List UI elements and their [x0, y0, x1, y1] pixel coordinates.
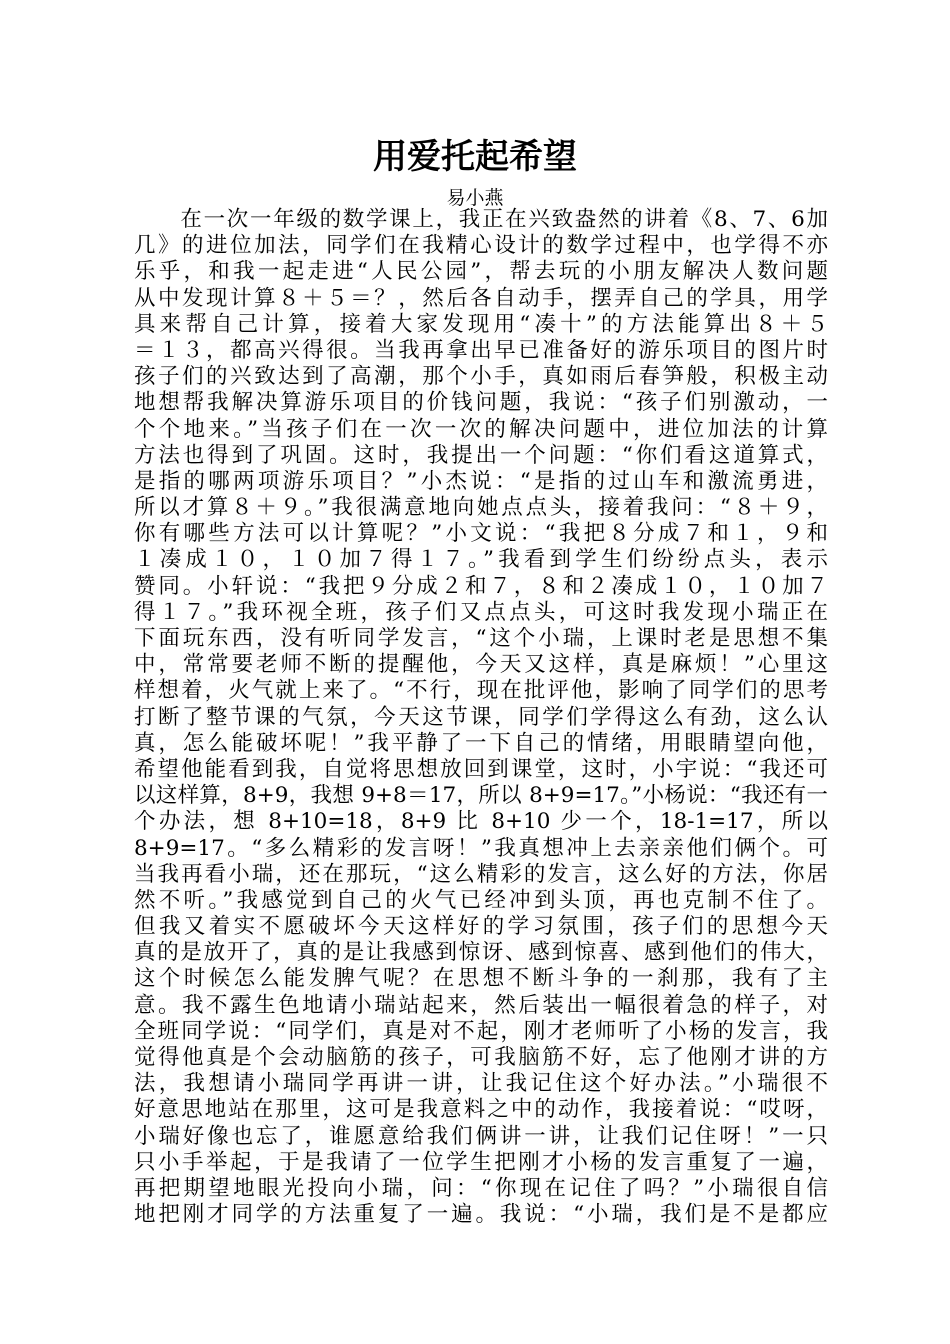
body-line: 然不听。”我感觉到自己的火气已经冲到头顶，再也克制不住了。 — [134, 887, 828, 913]
body-line: 全班同学说：“同学们，真是对不起，刚才老师听了小杨的发言，我 — [134, 1018, 828, 1044]
body-line: 意。我不露生色地请小瑞站起来，然后装出一幅很着急的样子，对 — [134, 992, 828, 1018]
body-line: 希望他能看到我，自觉将思想放回到课堂，这时，小宇说：“我还可 — [134, 756, 828, 782]
body-line: 8+9=17。“多么精彩的发言呀！”我真想冲上去亲亲他们俩个。可 — [134, 835, 828, 861]
body-line: 好意思地站在那里，这可是我意料之中的动作，我接着说：“哎呀， — [134, 1097, 828, 1123]
body-line: 觉得他真是个会动脑筋的孩子，可我脑筋不好，忘了他刚才讲的方 — [134, 1045, 828, 1070]
body-line: 当我再看小瑞，还在那玩，“这么精彩的发言，这么好的方法，你居 — [134, 861, 828, 887]
body-line: 但我又着实不愿破坏今天这样好的学习氛围，孩子们的思想今天 — [134, 914, 828, 940]
body-line: 孩子们的兴致达到了高潮，那个小手，真如雨后春笋般，积极主动 — [134, 364, 828, 390]
body-line: 打断了整节课的气氛，今天这节课，同学们学得这么有劲，这么认 — [134, 704, 828, 730]
body-line: 只小手举起，于是我请了一位学生把刚才小杨的发言重复了一遍， — [134, 1149, 828, 1175]
body-line: 在一次一年级的数学课上，我正在兴致盎然的讲着《8、7、6加 — [134, 207, 828, 232]
body-line: 真的是放开了，真的是让我感到惊讶、感到惊喜、感到他们的伟大， — [134, 940, 828, 966]
body-line: 乐乎，和我一起走进“人民公园”，帮去玩的小朋友解决人数问题 — [134, 259, 828, 285]
document-author: 易小燕 — [446, 187, 504, 209]
body-line: 地想帮我解决算游乐项目的价钱问题，我说：“孩子们别激动，一 — [134, 390, 828, 416]
body-line: 以这样算，8+9，我想 9+8＝17，所以 8+9=17。”小杨说：“我还有一 — [134, 783, 828, 809]
body-line: 几》的进位加法，同学们在我精心设计的数学过程中，也学得不亦 — [134, 233, 828, 259]
body-line: 赞同。小轩说：“我把９分成２和７，８和２凑成１０，１０加７ — [134, 573, 828, 599]
body-line: 所以才算８＋９。”我很满意地向她点点头，接着我问：“８＋９， — [134, 495, 828, 521]
body-line: 具来帮自己计算，接着大家发现用“凑十”的方法能算出８＋５ — [134, 311, 828, 337]
body-line: 下面玩东西，没有听同学发言，“这个小瑞，上课时老是思想不集 — [134, 626, 828, 651]
body-line: 从中发现计算８＋５＝？，然后各自动手，摆弄自己的学具，用学 — [134, 285, 828, 311]
body-line: 样想着，火气就上来了。“不行，现在批评他，影响了同学们的思考 — [134, 678, 828, 704]
body-line: 地把刚才同学的方法重复了一遍。我说：“小瑞，我们是不是都应 — [134, 1202, 828, 1228]
body-line: 个办法，想 8+10=18，8+9 比 8+10 少一个，18-1=17，所以 — [134, 809, 828, 835]
body-line: 法，我想请小瑞同学再讲一讲，让我记住这个好办法。”小瑞很不 — [134, 1071, 828, 1097]
body-line: 小瑞好像也忘了，谁愿意给我们俩讲一讲，让我们记住呀！”一只 — [134, 1123, 828, 1149]
body-line: 再把期望地眼光投向小瑞，问：“你现在记住了吗？”小瑞很自信 — [134, 1175, 828, 1201]
body-line: 中，常常要老师不断的提醒他，今天又这样，真是麻烦！”心里这 — [134, 652, 828, 678]
document-body — [134, 207, 828, 1228]
body-line: 真，怎么能破坏呢！”我平静了一下自己的情绪，用眼睛望向他， — [134, 730, 828, 756]
body-line: 方法也得到了巩固。这时，我提出一个问题：“你们看这道算式， — [134, 442, 828, 468]
body-line: 得１７。”我环视全班，孩子们又点点头，可这时我发现小瑞正在 — [134, 599, 828, 625]
document-title: 用爱托起希望 — [373, 137, 577, 177]
body-line: 是指的哪两项游乐项目？”小杰说：“是指的过山车和激流勇进， — [134, 468, 828, 494]
body-line: 这个时候怎么能发脾气呢？在思想不断斗争的一刹那，我有了主 — [134, 966, 828, 992]
body-line: 个个地来。”当孩子们在一次一次的解决问题中，进位加法的计算 — [134, 416, 828, 442]
body-line: １凑成１０，１０加７得１７。”我看到学生们纷纷点头，表示 — [134, 547, 828, 573]
body-line: ＝１３，都高兴得很。当我再拿出早已准备好的游乐项目的图片时 — [134, 337, 828, 363]
body-line: 你有哪些方法可以计算呢？”小文说：“我把８分成７和１，９和 — [134, 521, 828, 547]
